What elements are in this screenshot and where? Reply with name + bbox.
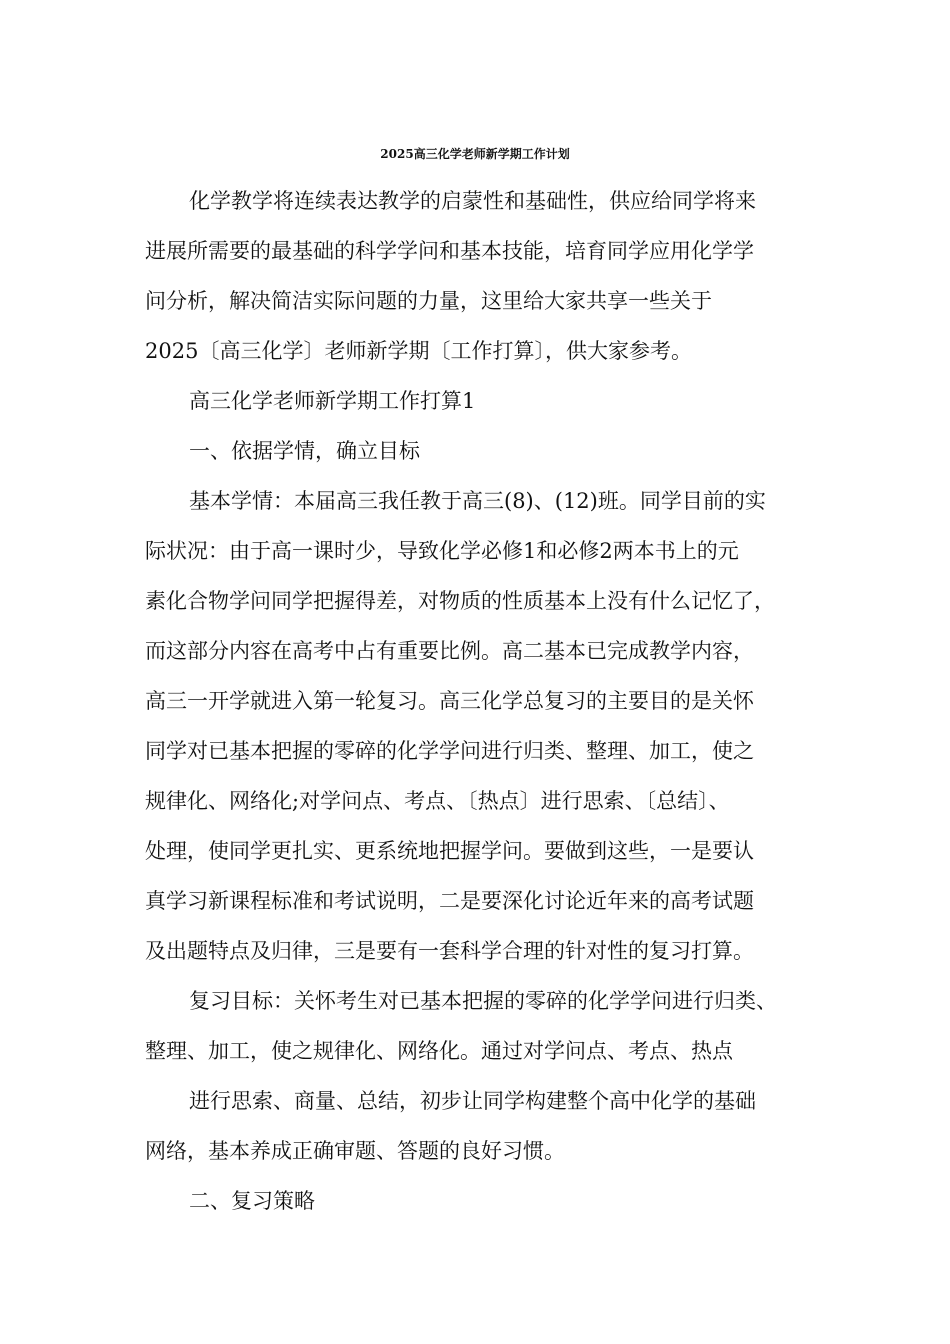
paragraph-line: 真学习新课程标准和考试说明，二是要深化讨论近年来的高考试题 (145, 889, 754, 913)
section-heading: 二、复习策略 (189, 1189, 315, 1213)
paragraph-line: 素化合物学问同学把握得差，对物质的性质基本上没有什么记忆了， (145, 589, 775, 613)
paragraph-line: 及出题特点及归律，三是要有一套科学合理的针对性的复习打算。 (145, 939, 754, 963)
page-title: 2025高三化学老师新学期工作计划 (380, 147, 570, 161)
section-heading: 高三化学老师新学期工作打算1 (189, 389, 476, 413)
paragraph-line: 2025〔高三化学〕老师新学期〔工作打算〕，供大家参考。 (145, 339, 692, 363)
paragraph-line: 处理，使同学更扎实、更系统地把握学问。要做到这些，一是要认 (145, 839, 754, 863)
paragraph-line: 网络，基本养成正确审题、答题的良好习惯。 (145, 1139, 565, 1163)
paragraph-line: 问分析，解决简洁实际问题的力量，这里给大家共享一些关于 (145, 289, 712, 313)
paragraph-line: 而这部分内容在高考中占有重要比例。高二基本已完成教学内容， (145, 639, 754, 663)
paragraph-line: 进行思索、商量、总结，初步让同学构建整个高中化学的基础 (189, 1089, 756, 1113)
paragraph-line: 化学教学将连续表达教学的启蒙性和基础性，供应给同学将来 (189, 189, 756, 213)
section-heading: 一、依据学情，确立目标 (189, 439, 420, 463)
paragraph-line: 际状况：由于高一课时少，导致化学必修1和必修2两本书上的元 (145, 539, 739, 563)
paragraph-line: 规律化、网络化;对学问点、考点、〔热点〕进行思索、〔总结〕、 (145, 789, 730, 813)
paragraph-line: 高三一开学就进入第一轮复习。高三化学总复习的主要目的是关怀 (145, 689, 754, 713)
paragraph-line: 同学对已基本把握的零碎的化学学问进行归类、整理、加工，使之 (145, 739, 754, 763)
paragraph-line: 整理、加工，使之规律化、网络化。通过对学问点、考点、热点 (145, 1039, 733, 1063)
paragraph-line: 复习目标：关怀考生对已基本把握的零碎的化学学问进行归类、 (189, 989, 777, 1013)
paragraph-line: 进展所需要的最基础的科学学问和基本技能，培育同学应用化学学 (145, 239, 754, 263)
paragraph-line: 基本学情：本届高三我任教于高三(8)、(12)班。同学目前的实 (189, 489, 766, 513)
